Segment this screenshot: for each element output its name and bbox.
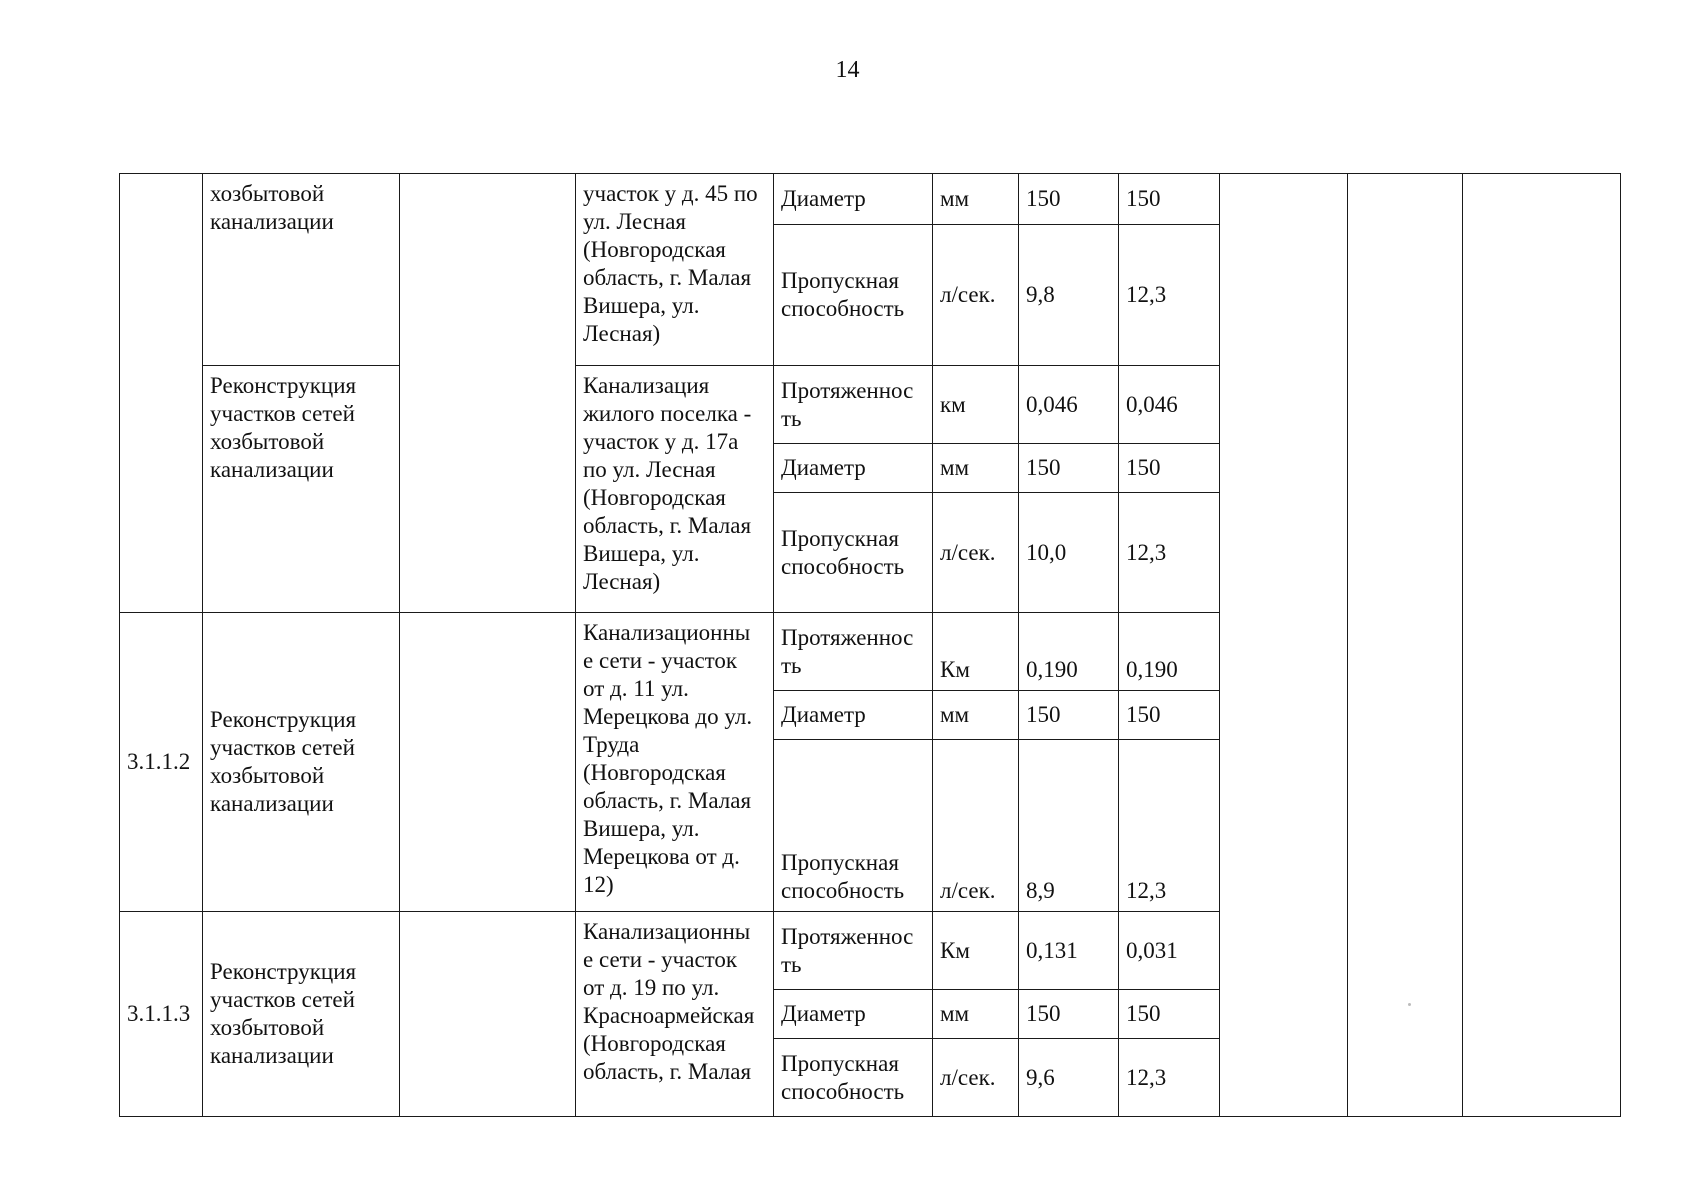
param-name-cell [774,912,933,990]
param-name: Протяженнос ть [781,377,914,431]
param-name-cell [774,174,933,225]
param-unit: мм [940,1001,970,1026]
value-after-cell [1119,912,1220,990]
param-unit: Км [940,937,970,963]
empty-cell [1220,174,1348,1117]
unit-cell [933,174,1019,225]
location-text: Канализационны е сети - участок от д. 19 по ул. Красноармейская (Новгородская область, г. Малая [583,919,755,1084]
value-after-cell [1119,366,1220,444]
param-unit: л/сек. [940,878,996,903]
unit-cell [933,740,1019,912]
value-before: 150 [1026,186,1061,211]
value-before-cell [1019,990,1119,1039]
value-before: 10,0 [1026,539,1067,565]
value-after-cell [1119,691,1220,740]
measures-table [119,173,1621,1117]
param-name: Протяженнос ть [781,923,914,977]
measure-name: Реконструкция участков сетей хозбытовой канализации [210,707,357,816]
param-name-cell [774,225,933,366]
value-before-cell [1019,912,1119,990]
name-cell [203,613,400,912]
unit-cell [933,990,1019,1039]
param-name: Диаметр [781,186,866,211]
empty-cell [400,912,576,1117]
value-after: 0,046 [1126,391,1178,417]
value-before-cell [1019,740,1119,912]
param-name: Пропускная способность [781,1050,905,1104]
empty-cell [400,613,576,912]
value-before-cell [1019,1039,1119,1117]
value-after: 0,190 [1126,657,1178,682]
empty-cell [1348,174,1463,1117]
number-cell [120,613,203,912]
value-after: 12,3 [1126,878,1167,903]
param-unit: л/сек. [940,539,996,565]
unit-cell [933,366,1019,444]
measure-number: 3.1.1.3 [127,1001,191,1026]
unit-cell [933,225,1019,366]
value-after-cell [1119,493,1220,613]
location-cell [576,613,774,912]
location-cell [576,912,774,1117]
location-text: Канализационны е сети - участок от д. 11 ул. Мерецкова до ул. Труда (Новгородская область, г. Малая Вишера, ул. Мерецкова от д. 12) [583,620,753,897]
value-before: 9,8 [1026,282,1055,307]
value-after: 12,3 [1126,282,1167,307]
param-name: Пропускная способность [781,850,905,903]
value-after-cell [1119,444,1220,493]
name-cell [203,366,400,613]
value-before: 8,9 [1026,878,1055,903]
param-name-cell [774,740,933,912]
param-unit: мм [940,186,970,211]
unit-cell [933,691,1019,740]
value-after-cell [1119,1039,1220,1117]
param-name-cell [774,691,933,740]
unit-cell [933,493,1019,613]
value-after: 12,3 [1126,1064,1167,1090]
value-after: 150 [1126,702,1161,727]
name-cell [203,912,400,1117]
number-cell [120,174,203,613]
measure-name: хозбытовой канализации [210,181,334,234]
page-number: 14 [835,57,860,83]
param-name: Диаметр [781,455,866,480]
param-name: Диаметр [781,1001,866,1026]
value-before: 0,131 [1026,937,1078,963]
unit-cell [933,613,1019,691]
param-unit: л/сек. [940,1064,996,1090]
param-name: Диаметр [781,702,866,727]
number-cell [120,912,203,1117]
param-name-cell [774,444,933,493]
param-name-cell [774,493,933,613]
value-after-cell [1119,990,1220,1039]
param-unit: км [940,391,966,417]
value-after-cell [1119,174,1220,225]
value-before-cell [1019,691,1119,740]
value-after: 150 [1126,1001,1161,1026]
location-text: Канализация жилого поселка - участок у д. 17а по ул. Лесная (Новгородская область, г. Малая Вишера, ул. Лесная) [583,373,752,594]
unit-cell [933,912,1019,990]
param-unit: Км [940,657,970,682]
value-before-cell [1019,613,1119,691]
param-unit: мм [940,455,970,480]
param-unit: мм [940,702,970,727]
value-before-cell [1019,366,1119,444]
value-after-cell [1119,613,1220,691]
unit-cell [933,1039,1019,1117]
value-before-cell [1019,225,1119,366]
value-before: 0,190 [1026,657,1078,682]
param-name: Пропускная способность [781,268,905,321]
empty-cell [400,174,576,613]
location-text: участок у д. 45 по ул. Лесная (Новгородская область, г. Малая Вишера, ул. Лесная) [583,181,758,346]
value-before: 150 [1026,455,1061,480]
param-name-cell [774,613,933,691]
location-cell [576,366,774,613]
value-before-cell [1019,174,1119,225]
param-name-cell [774,366,933,444]
name-cell [203,174,400,366]
value-after: 150 [1126,455,1161,480]
value-after-cell [1119,740,1220,912]
value-before: 0,046 [1026,391,1078,417]
param-unit: л/сек. [940,282,996,307]
measure-name: Реконструкция участков сетей хозбытовой канализации [210,959,357,1068]
value-before: 9,6 [1026,1064,1055,1090]
empty-cell [1463,174,1621,1117]
value-before: 150 [1026,1001,1061,1026]
measure-name: Реконструкция участков сетей хозбытовой канализации [210,373,357,482]
param-name-cell [774,990,933,1039]
measure-number: 3.1.1.2 [127,749,191,774]
value-before: 150 [1026,702,1061,727]
value-after: 12,3 [1126,539,1167,565]
value-before-cell [1019,493,1119,613]
location-cell [576,174,774,366]
value-after-cell [1119,225,1220,366]
unit-cell [933,444,1019,493]
value-before-cell [1019,444,1119,493]
value-after: 0,031 [1126,937,1178,963]
param-name: Протяженнос ть [781,624,914,678]
value-after: 150 [1126,186,1161,211]
param-name-cell [774,1039,933,1117]
table-row [120,174,1621,225]
param-name: Пропускная способность [781,525,905,579]
